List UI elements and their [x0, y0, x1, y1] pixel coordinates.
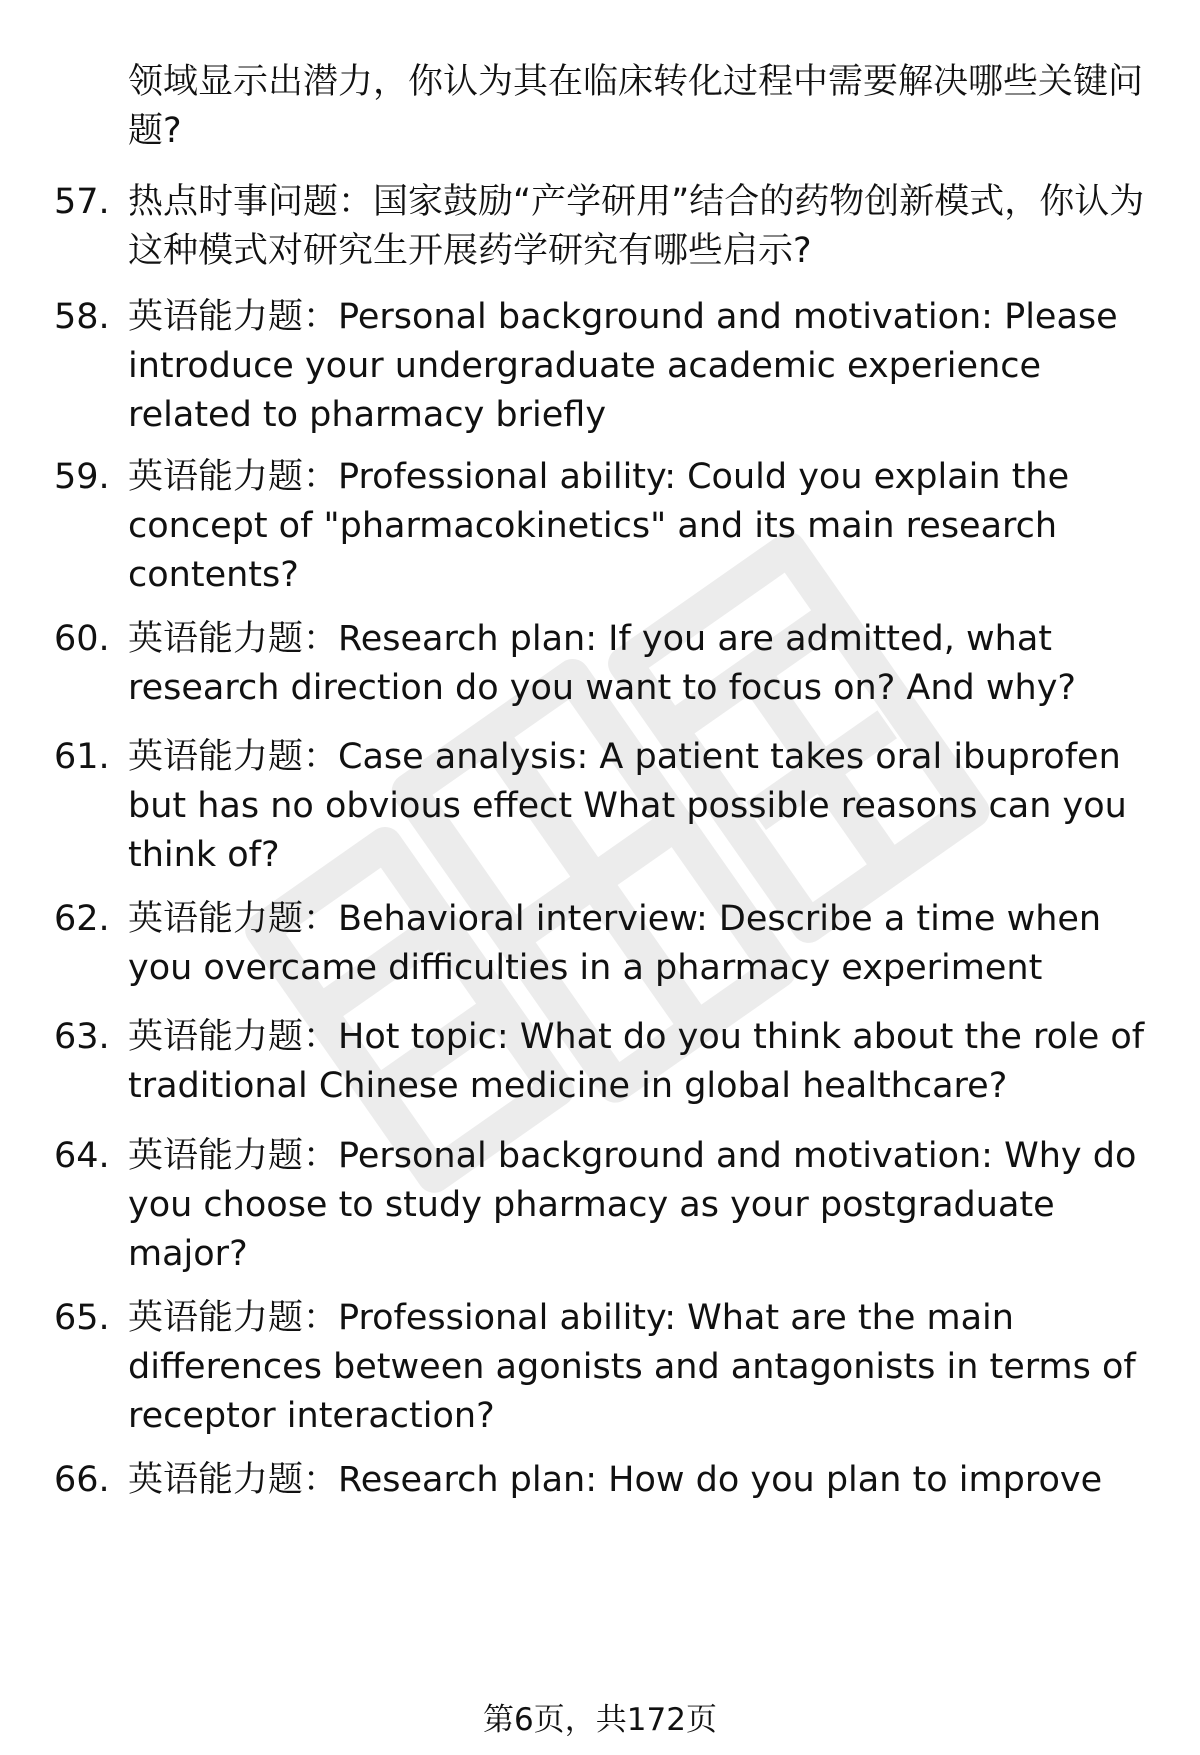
question-text: 英语能力题：Professional ability: What are the main differences between agonists and antagonists in terms of receptor interaction?: [128, 1298, 1136, 1436]
question-number: 60.: [54, 619, 110, 659]
question-number: 59.: [54, 457, 110, 497]
question-text: 英语能力题：Case analysis: A patient takes oral ibuprofen but has no obvious effect What possible reasons can you think of?: [128, 737, 1127, 875]
question-number: 61.: [54, 737, 110, 777]
question-number: 66.: [54, 1460, 110, 1500]
question-number: 65.: [54, 1298, 110, 1338]
page-footer: 第6页，共172页: [483, 1702, 717, 1738]
question-number: 58.: [54, 297, 110, 337]
question-text: 英语能力题：Research plan: If you are admitted, what research direction do you want to focus on? And why?: [128, 619, 1076, 708]
question-text: 英语能力题：Personal background and motivation: Why do you choose to study pharmacy as your postgraduate major?: [128, 1136, 1137, 1274]
question-text: 热点时事问题：国家鼓励“产学研用”结合的药物创新模式，你认为这种模式对研究生开展药学研究有哪些启示?: [128, 182, 1145, 271]
continued-question-text: 领域显示出潜力，你认为其在临床转化过程中需要解决哪些关键问题?: [128, 62, 1144, 151]
question-text: 英语能力题：Behavioral interview: Describe a time when you overcame difficulties in a pharmacy experiment: [128, 899, 1102, 988]
question-text: 英语能力题：Professional ability: Could you explain the concept of "pharmacokinetics" and its main research contents?: [128, 457, 1070, 595]
question-text: 英语能力题：Personal background and motivation: Please introduce your undergraduate academic experience related to pharmacy briefly: [128, 297, 1118, 435]
question-number: 64.: [54, 1136, 110, 1176]
question-number: 63.: [54, 1017, 110, 1057]
question-text: 英语能力题：Hot topic: What do you think about the role of traditional Chinese medicine in global healthcare?: [128, 1017, 1145, 1106]
question-text: 英语能力题：Research plan: How do you plan to improve: [128, 1460, 1103, 1500]
question-number: 57.: [54, 182, 110, 222]
question-number: 62.: [54, 899, 110, 939]
